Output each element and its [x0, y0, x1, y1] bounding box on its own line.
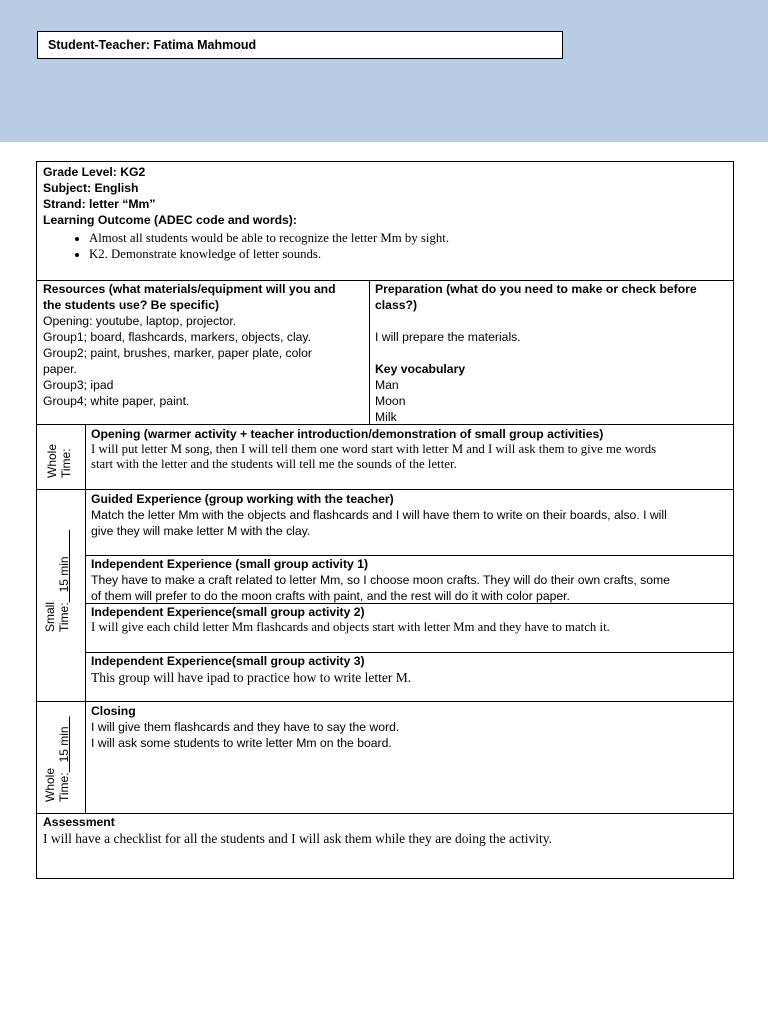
resource-line: Opening: youtube, laptop, projector.: [43, 314, 237, 328]
preparation-section: [375, 281, 729, 425]
divider: [369, 280, 370, 424]
divider: [85, 424, 86, 814]
closing-side-label: Whole Time: 15 min: [43, 726, 71, 802]
opening-side-label: Whole Time:: [45, 443, 73, 478]
student-teacher-name: Student-Teacher: Fatima Mahmoud: [48, 38, 257, 52]
vocabulary-word: Man: [375, 378, 399, 392]
header-band: [0, 0, 768, 142]
resources-heading: Resources (what materials/equipment will you and: [43, 282, 336, 296]
independent-1-heading: Independent Experience (small group activity 1): [91, 557, 368, 571]
assessment-section: [43, 814, 729, 847]
resource-line: Group3; ipad: [43, 378, 114, 392]
subject: Subject: English: [43, 181, 139, 195]
assessment-heading: Assessment: [43, 815, 115, 829]
preparation-heading: Preparation (what do you need to make or check before: [375, 282, 697, 296]
resources-heading: the students use? Be specific): [43, 298, 220, 312]
small-group-side-label: Small Time: 15 min: [43, 556, 71, 632]
outcome-item: • K2. Demonstrate knowledge of letter sounds.: [89, 246, 723, 262]
outcome-list: [43, 230, 723, 262]
vocabulary-word: Milk: [375, 410, 397, 424]
divider: [37, 424, 733, 425]
opening-text: I will put letter M song, then I will tell them one word start with letter M and I will ask them to give me words: [91, 442, 657, 456]
independent-3-text: This group will have ipad to practice how to write letter M.: [91, 670, 412, 685]
resource-line: Group1; board, flashcards, markers, objects, clay.: [43, 330, 312, 344]
closing-text: I will ask some students to write letter Mm on the board.: [91, 736, 392, 750]
guided-text: Match the letter Mm with the objects and flashcards and I will have them to write on their boards, also. I will: [91, 508, 667, 522]
opening-text: start with the letter and the students will tell me the sounds of the letter.: [91, 457, 457, 471]
grade-level: Grade Level: KG2: [43, 165, 146, 179]
resource-line: Group2; paint, brushes, marker, paper plate, color: [43, 346, 312, 360]
guided-text: give they will make letter M with the clay.: [91, 524, 311, 538]
resources-section: [43, 281, 365, 409]
closing-text: I will give them flashcards and they have to say the word.: [91, 720, 400, 734]
independent-1-text: of them will prefer to do the moon crafts with paint, and the rest will do it with color paper.: [91, 589, 570, 603]
divider: [37, 701, 733, 702]
vocabulary-heading: Key vocabulary: [375, 362, 466, 376]
guided-heading: Guided Experience (group working with the teacher): [91, 492, 394, 506]
outcome-item: • Almost all students would be able to recognize the letter Mm by sight.: [89, 230, 723, 246]
preparation-text: I will prepare the materials.: [375, 330, 521, 344]
independent-2-heading: Independent Experience(small group activity 2): [91, 605, 365, 619]
opening-section: [91, 426, 731, 472]
closing-heading: Closing: [91, 704, 136, 718]
student-teacher-box: [37, 31, 563, 59]
resource-line: Group4; white paper, paint.: [43, 394, 190, 408]
independent-3-section: [91, 653, 731, 686]
resource-line: paper.: [43, 362, 77, 376]
assessment-text: I will have a checklist for all the students and I will ask them while they are doing the activity.: [43, 831, 552, 846]
overview-section: [43, 164, 723, 262]
independent-1-text: They have to make a craft related to letter Mm, so I choose moon crafts. They will do their own crafts, some: [91, 573, 670, 587]
strand: Strand: letter “Mm”: [43, 197, 156, 211]
independent-2-text: I will give each child letter Mm flashcards and objects start with letter Mm and they have to match it.: [91, 620, 610, 634]
divider: [37, 489, 733, 490]
closing-section: [91, 703, 731, 751]
independent-1-section: [91, 556, 731, 604]
opening-heading: Opening (warmer activity + teacher introduction/demonstration of small group activities): [91, 427, 604, 441]
independent-2-section: [91, 604, 731, 635]
lesson-plan-table: [36, 161, 734, 879]
learning-outcome-label: Learning Outcome (ADEC code and words):: [43, 213, 297, 227]
independent-3-heading: Independent Experience(small group activity 3): [91, 654, 365, 668]
vocabulary-word: Moon: [375, 394, 406, 408]
preparation-heading: class?): [375, 298, 418, 312]
guided-experience-section: [91, 491, 731, 539]
